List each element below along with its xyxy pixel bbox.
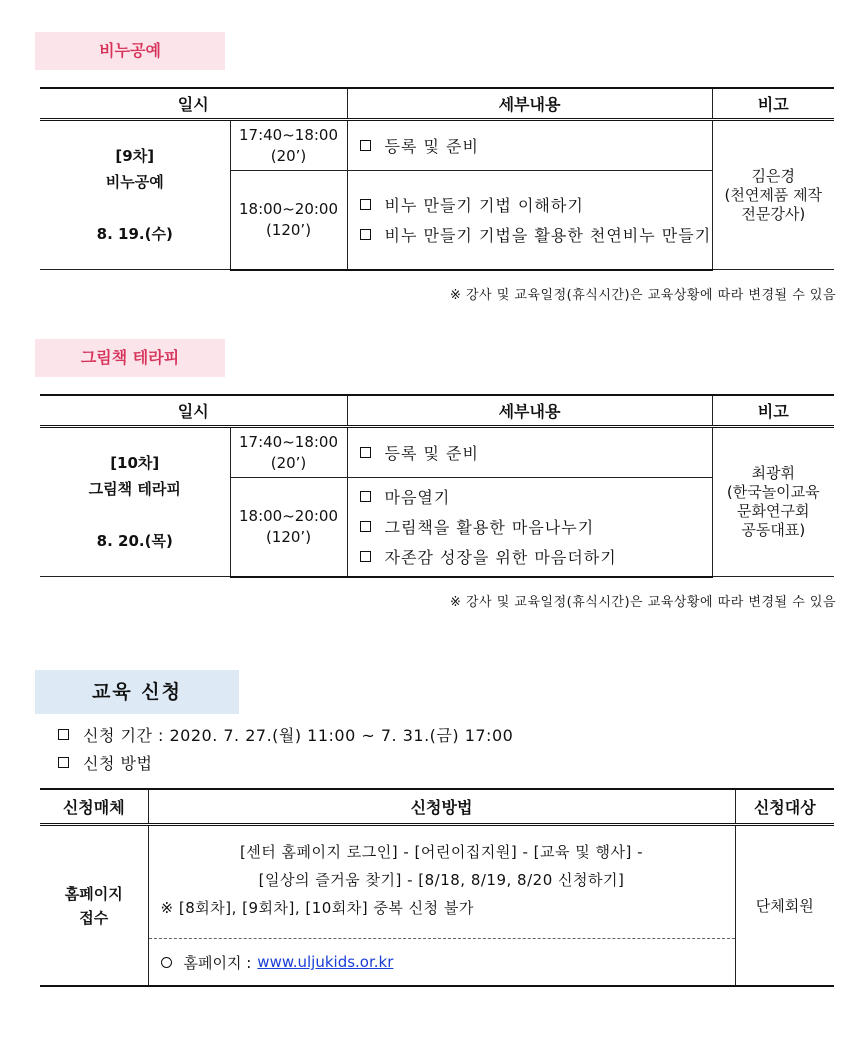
detail-item: 자존감 성장을 위한 마음더하기 <box>358 542 712 572</box>
time-duration: (20’) <box>270 453 307 472</box>
session-name: 그림책 테라피 <box>88 480 181 498</box>
header-method: 신청방법 <box>148 789 735 825</box>
checkbox-icon <box>58 729 69 740</box>
medium-cell: 홈페이지 접수 <box>40 825 148 987</box>
program-tag: 비누공예 <box>35 32 225 70</box>
session-date: 8. 20.(목) <box>96 532 173 550</box>
session-round: [9차] <box>115 147 155 165</box>
header-remarks: 비고 <box>712 88 834 120</box>
schedule-footnote: ※ 강사 및 교육일정(휴식시간)은 교육상황에 따라 변경될 수 있음 <box>449 595 836 610</box>
header-medium: 신청매체 <box>40 789 148 825</box>
program-tag: 그림책 테라피 <box>35 339 225 377</box>
detail-item: 비누 만들기 기법을 활용한 천연비누 만들기 <box>358 220 712 250</box>
detail-item: 등록 및 준비 <box>358 438 712 468</box>
application-period <box>56 723 513 746</box>
application-period-text: 신청 기간 : 2020. 7. 27.(월) 11:00 ~ 7. 31.(금) 17:00 <box>83 726 514 745</box>
time-slot <box>230 171 347 270</box>
time-slot <box>230 478 347 577</box>
header-details: 세부내용 <box>347 395 712 427</box>
detail-cell <box>347 427 712 478</box>
checkbox-icon <box>360 447 371 458</box>
method-step-line: [일상의 즐거움 찾기] - [8/18, 8/19, 8/20 신청하기] <box>258 871 625 889</box>
time-duration: (120’) <box>265 220 312 239</box>
checkbox-icon <box>360 140 371 151</box>
instructor-note: 최광휘 (한국놀이교육 문화연구회 공동대표) <box>712 427 834 577</box>
schedule-table <box>40 87 834 271</box>
header-target: 신청대상 <box>735 789 834 825</box>
header-datetime: 일시 <box>40 395 347 427</box>
detail-cell <box>347 120 712 171</box>
header-datetime: 일시 <box>40 88 347 120</box>
header-remarks: 비고 <box>712 395 834 427</box>
homepage-row <box>149 939 735 985</box>
application-method-text: 신청 방법 <box>83 754 153 773</box>
checkbox-icon <box>360 491 371 502</box>
time-slot <box>230 427 347 478</box>
detail-cell <box>347 171 712 270</box>
schedule-footnote: ※ 강사 및 교육일정(휴식시간)은 교육상황에 따라 변경될 수 있음 <box>449 288 836 303</box>
time-range: 18:00~20:00 <box>238 506 339 525</box>
detail-item: 마음열기 <box>358 482 712 512</box>
session-round: [10차] <box>110 454 160 472</box>
instructor-note: 김은경 (천연제품 제작 전문강사) <box>712 120 834 270</box>
detail-item: 비누 만들기 기법 이해하기 <box>358 190 712 220</box>
homepage-label: 홈페이지 : <box>183 953 252 972</box>
checkbox-icon <box>360 199 371 210</box>
detail-cell <box>347 478 712 577</box>
session-date-cell <box>40 427 230 577</box>
time-duration: (120’) <box>265 527 312 546</box>
detail-item: 그림책을 활용한 마음나누기 <box>358 512 712 542</box>
homepage-link[interactable]: www.uljukids.or.kr <box>257 953 394 971</box>
time-slot <box>230 120 347 171</box>
schedule-table <box>40 394 834 578</box>
method-note: ※ [8회차], [9회차], [10회차] 중복 신청 불가 <box>160 899 474 917</box>
circle-bullet-icon <box>161 957 172 968</box>
method-step-line: [센터 홈페이지 로그인] - [어린이집지원] - [교육 및 행사] - <box>239 843 644 861</box>
detail-item: 등록 및 준비 <box>358 131 712 161</box>
time-range: 18:00~20:00 <box>238 199 339 218</box>
time-duration: (20’) <box>270 146 307 165</box>
checkbox-icon <box>360 551 371 562</box>
application-method-label <box>56 751 152 774</box>
method-cell <box>148 825 735 987</box>
session-date-cell <box>40 120 230 270</box>
application-table <box>40 788 834 987</box>
checkbox-icon <box>360 521 371 532</box>
section-title: 교육 신청 <box>35 670 239 714</box>
checkbox-icon <box>360 229 371 240</box>
target-cell: 단체회원 <box>735 825 834 987</box>
session-date: 8. 19.(수) <box>96 225 173 243</box>
session-name: 비누공예 <box>105 173 164 191</box>
time-range: 17:40~18:00 <box>238 125 339 144</box>
method-steps <box>149 826 735 939</box>
time-range: 17:40~18:00 <box>238 432 339 451</box>
header-details: 세부내용 <box>347 88 712 120</box>
checkbox-icon <box>58 757 69 768</box>
